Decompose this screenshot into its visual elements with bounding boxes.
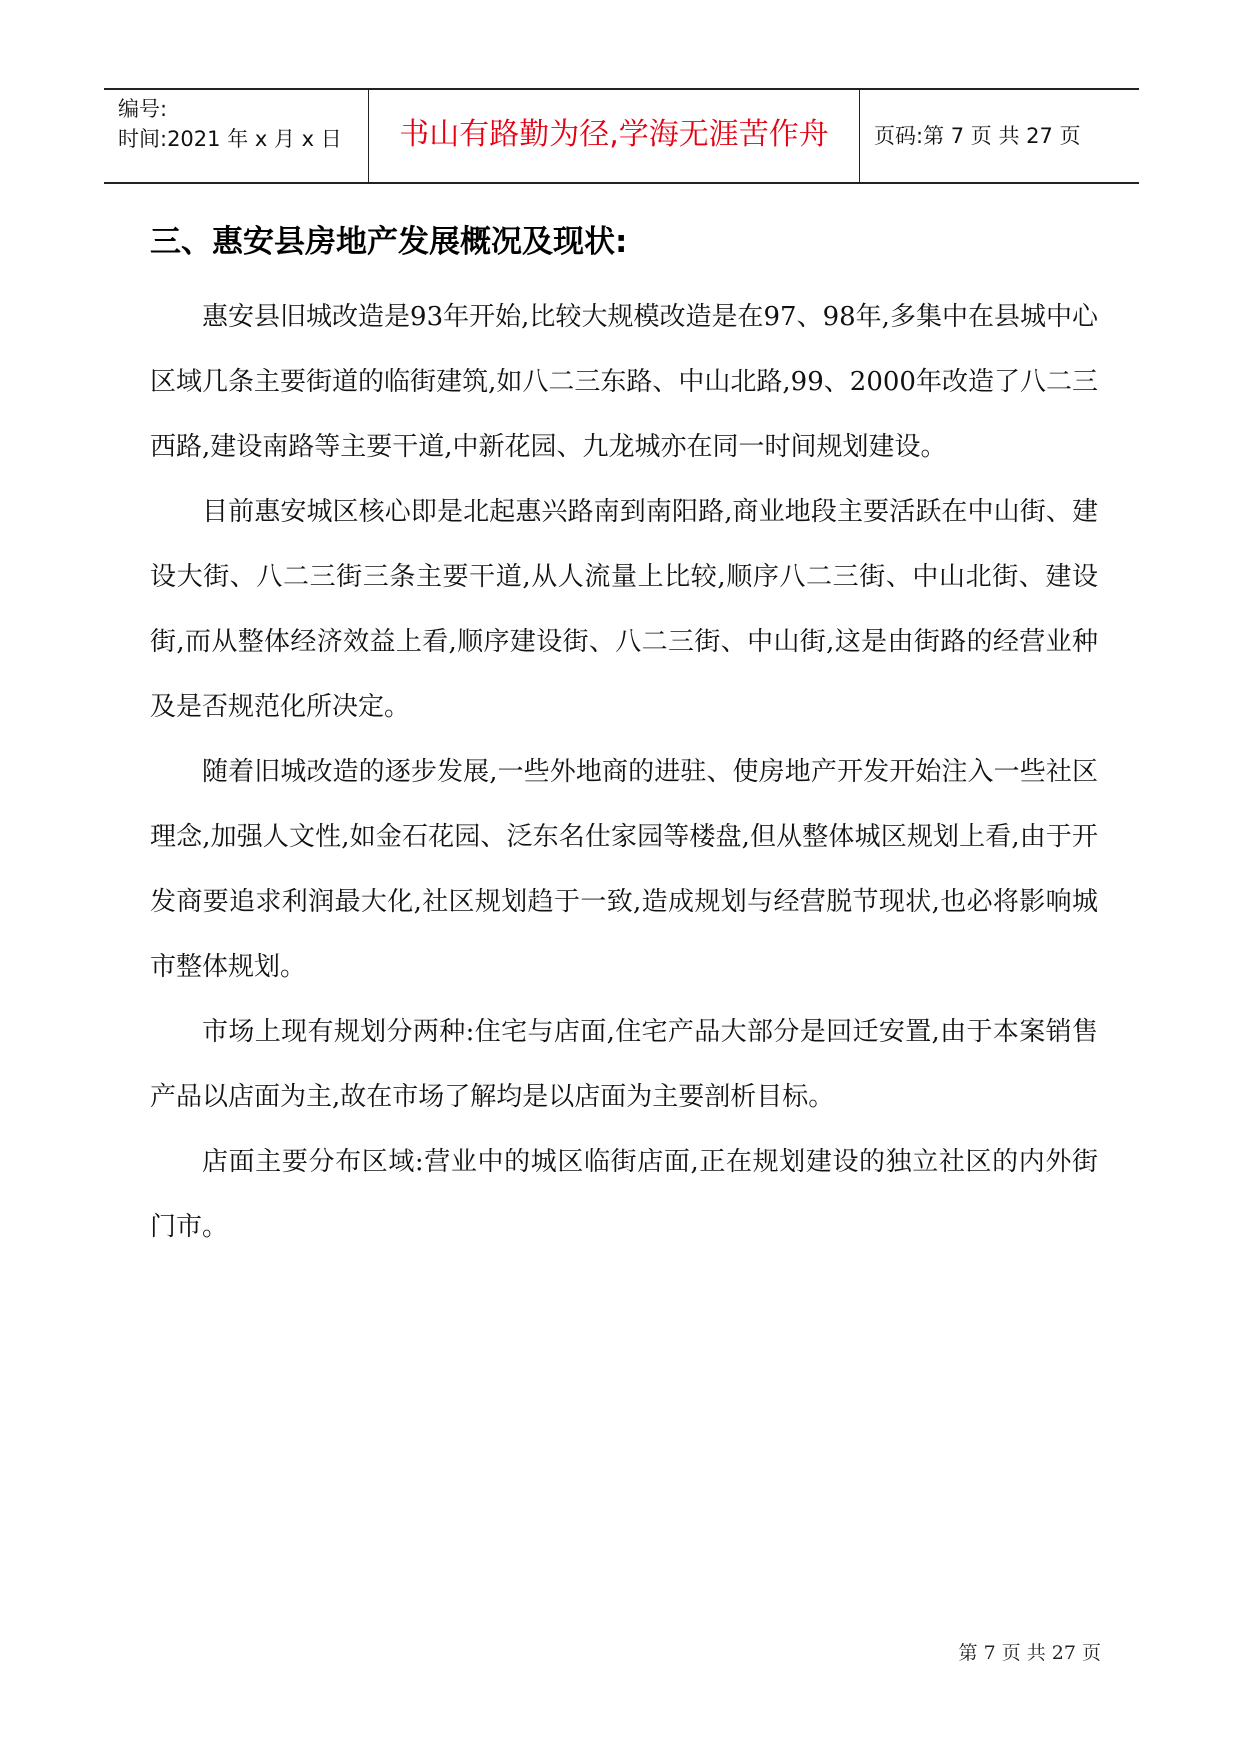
page-footer: 第 7 页 共 27 页 — [958, 1642, 1101, 1664]
document-number-label: 编号: — [118, 97, 168, 121]
paragraph-4: 市场上现有规划分两种:住宅与店面,住宅产品大部分是回迁安置,由于本案销售产品以店面为主,故在市场了解均是以店面为主要剖析目标。 — [150, 1017, 1098, 1112]
paragraph-3: 随着旧城改造的逐步发展,一些外地商的进驻、使房地产开发开始注入一些社区理念,加强人文性,如金石花园、泛东名仕家园等楼盘,但从整体城区规划上看,由于开发商要追求利润最大化,社区规划趋于一致,造成规划与经营脱节现状,也必将影响城市整体规划。 — [150, 757, 1098, 982]
header-page-number: 页码:第 7 页 共 27 页 — [874, 124, 1081, 148]
section-title: 三、惠安县房地产发展概况及现状: — [150, 224, 628, 260]
paragraph-5: 店面主要分布区域:营业中的城区临街店面,正在规划建设的独立社区的内外街门市。 — [150, 1147, 1098, 1242]
header-motto: 书山有路勤为径,学海无涯苦作舟 — [399, 117, 829, 152]
header-divider-right — [859, 90, 860, 182]
paragraph-1: 惠安县旧城改造是93年开始,比较大规模改造是在97、98年,多集中在县城中心区域几条主要街道的临街建筑,如八二三东路、中山北路,99、2000年改造了八二三西路,建设南路等主要干道,中新花园、九龙城亦在同一时间规划建设。 — [150, 302, 1098, 462]
page-header — [104, 88, 1139, 184]
document-body — [150, 285, 1098, 1260]
document-time-label: 时间:2021 年 x 月 x 日 — [118, 127, 342, 151]
header-meta — [118, 94, 342, 154]
paragraph-2: 目前惠安城区核心即是北起惠兴路南到南阳路,商业地段主要活跃在中山街、建设大街、八二三街三条主要干道,从人流量上比较,顺序八二三街、中山北街、建设街,而从整体经济效益上看,顺序建设街、八二三街、中山街,这是由街路的经营业种及是否规范化所决定。 — [150, 497, 1098, 722]
